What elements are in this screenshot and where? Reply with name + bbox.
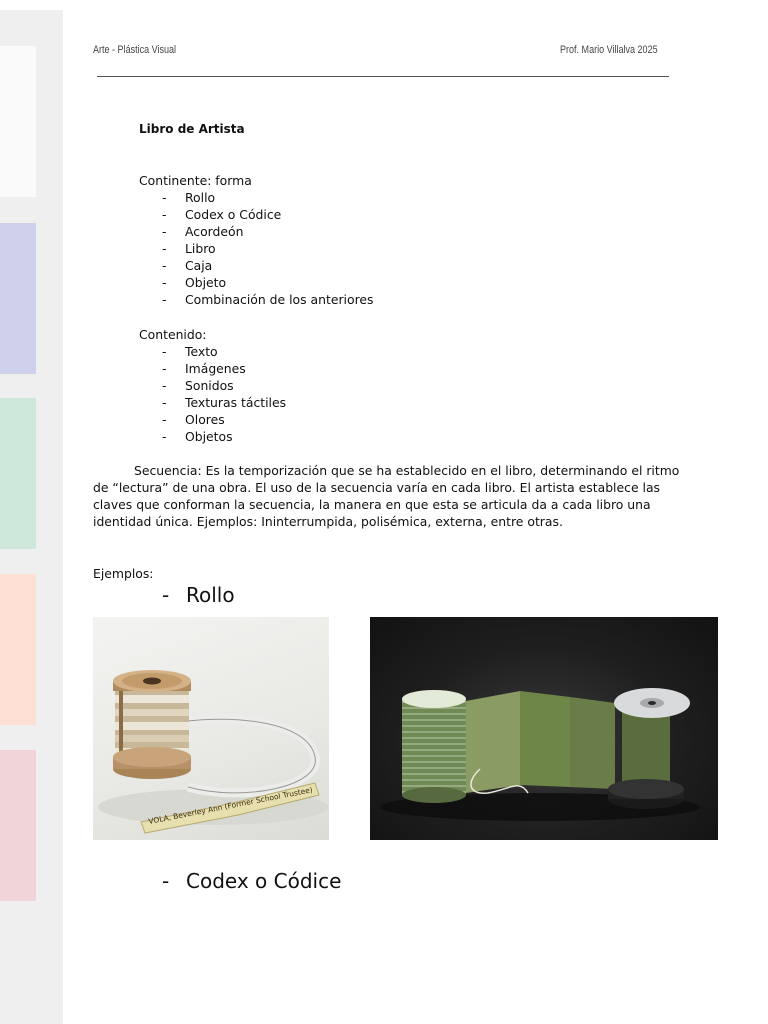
contenido-item-label: Imágenes — [185, 361, 246, 376]
list-dash: - — [162, 190, 167, 205]
continente-item-label: Caja — [185, 258, 213, 273]
contenido-item-label: Texturas táctiles — [185, 395, 287, 410]
list-dash: - — [162, 207, 167, 222]
sidebar-swatch-mint — [0, 398, 36, 549]
list-dash: - — [162, 224, 167, 239]
continente-item-label: Libro — [185, 241, 216, 256]
photo-scroll-spools — [370, 617, 718, 840]
secuencia-line: de “lectura” de una obra. El uso de la secuencia varía en cada libro. El artista establece las — [93, 480, 660, 495]
heading-rollo-text: Rollo — [186, 583, 235, 607]
list-dash: - — [162, 241, 167, 256]
contenido-item-label: Texto — [185, 344, 218, 359]
heading-dash: - — [162, 869, 170, 893]
photo1-tape-text: VOLA, Beverley Ann (Former School Trustee) — [147, 785, 314, 826]
header-divider — [97, 76, 669, 77]
continente-item-label: Rollo — [185, 190, 216, 205]
heading-dash: - — [162, 583, 170, 607]
list-dash: - — [162, 395, 167, 410]
photo-spool-roll — [93, 617, 329, 840]
list-dash: - — [162, 378, 167, 393]
left-sidebar-strip — [0, 10, 63, 1024]
list-dash: - — [162, 275, 167, 290]
list-dash: - — [162, 429, 167, 444]
sidebar-swatch-peach — [0, 574, 36, 725]
continente-item-label: Combinación de los anteriores — [185, 292, 374, 307]
continente-item-label: Acordeón — [185, 224, 244, 239]
contenido-item-label: Objetos — [185, 429, 233, 444]
scroll-spools-illustration — [370, 617, 718, 840]
header-teacher: Prof. Mario Villalva 2025 — [560, 44, 658, 56]
continente-item-label: Codex o Códice — [185, 207, 282, 222]
list-dash: - — [162, 258, 167, 273]
continente-item-label: Objeto — [185, 275, 227, 290]
contenido-item-label: Olores — [185, 412, 225, 427]
secuencia-paragraph — [93, 462, 713, 530]
heading-rollo — [162, 583, 235, 607]
heading-codex — [162, 869, 341, 893]
continente-heading: Continente: forma — [139, 173, 252, 188]
contenido-heading: Contenido: — [139, 327, 207, 342]
secuencia-line: Secuencia: Es la temporización que se ha establecido en el libro, determinando el ritmo — [134, 463, 680, 478]
ejemplos-label: Ejemplos: — [93, 566, 154, 581]
list-dash: - — [162, 344, 167, 359]
secuencia-line: claves que conforman la secuencia, la manera en que esta se articula da a cada libro una — [93, 497, 651, 512]
contenido-item-label: Sonidos — [185, 378, 234, 393]
sidebar-swatch-pink — [0, 750, 36, 901]
header-course: Arte - Plástica Visual — [93, 44, 177, 56]
page-title: Libro de Artista — [139, 122, 245, 136]
sidebar-swatch-lavender — [0, 223, 36, 374]
spool-roll-illustration — [93, 617, 329, 840]
list-dash: - — [162, 292, 167, 307]
secuencia-line: identidad única. Ejemplos: Ininterrumpida, polisémica, externa, entre otras. — [93, 514, 563, 529]
sidebar-swatch-white — [0, 46, 36, 197]
heading-codex-text: Codex o Códice — [186, 869, 342, 893]
list-dash: - — [162, 412, 167, 427]
list-dash: - — [162, 361, 167, 376]
